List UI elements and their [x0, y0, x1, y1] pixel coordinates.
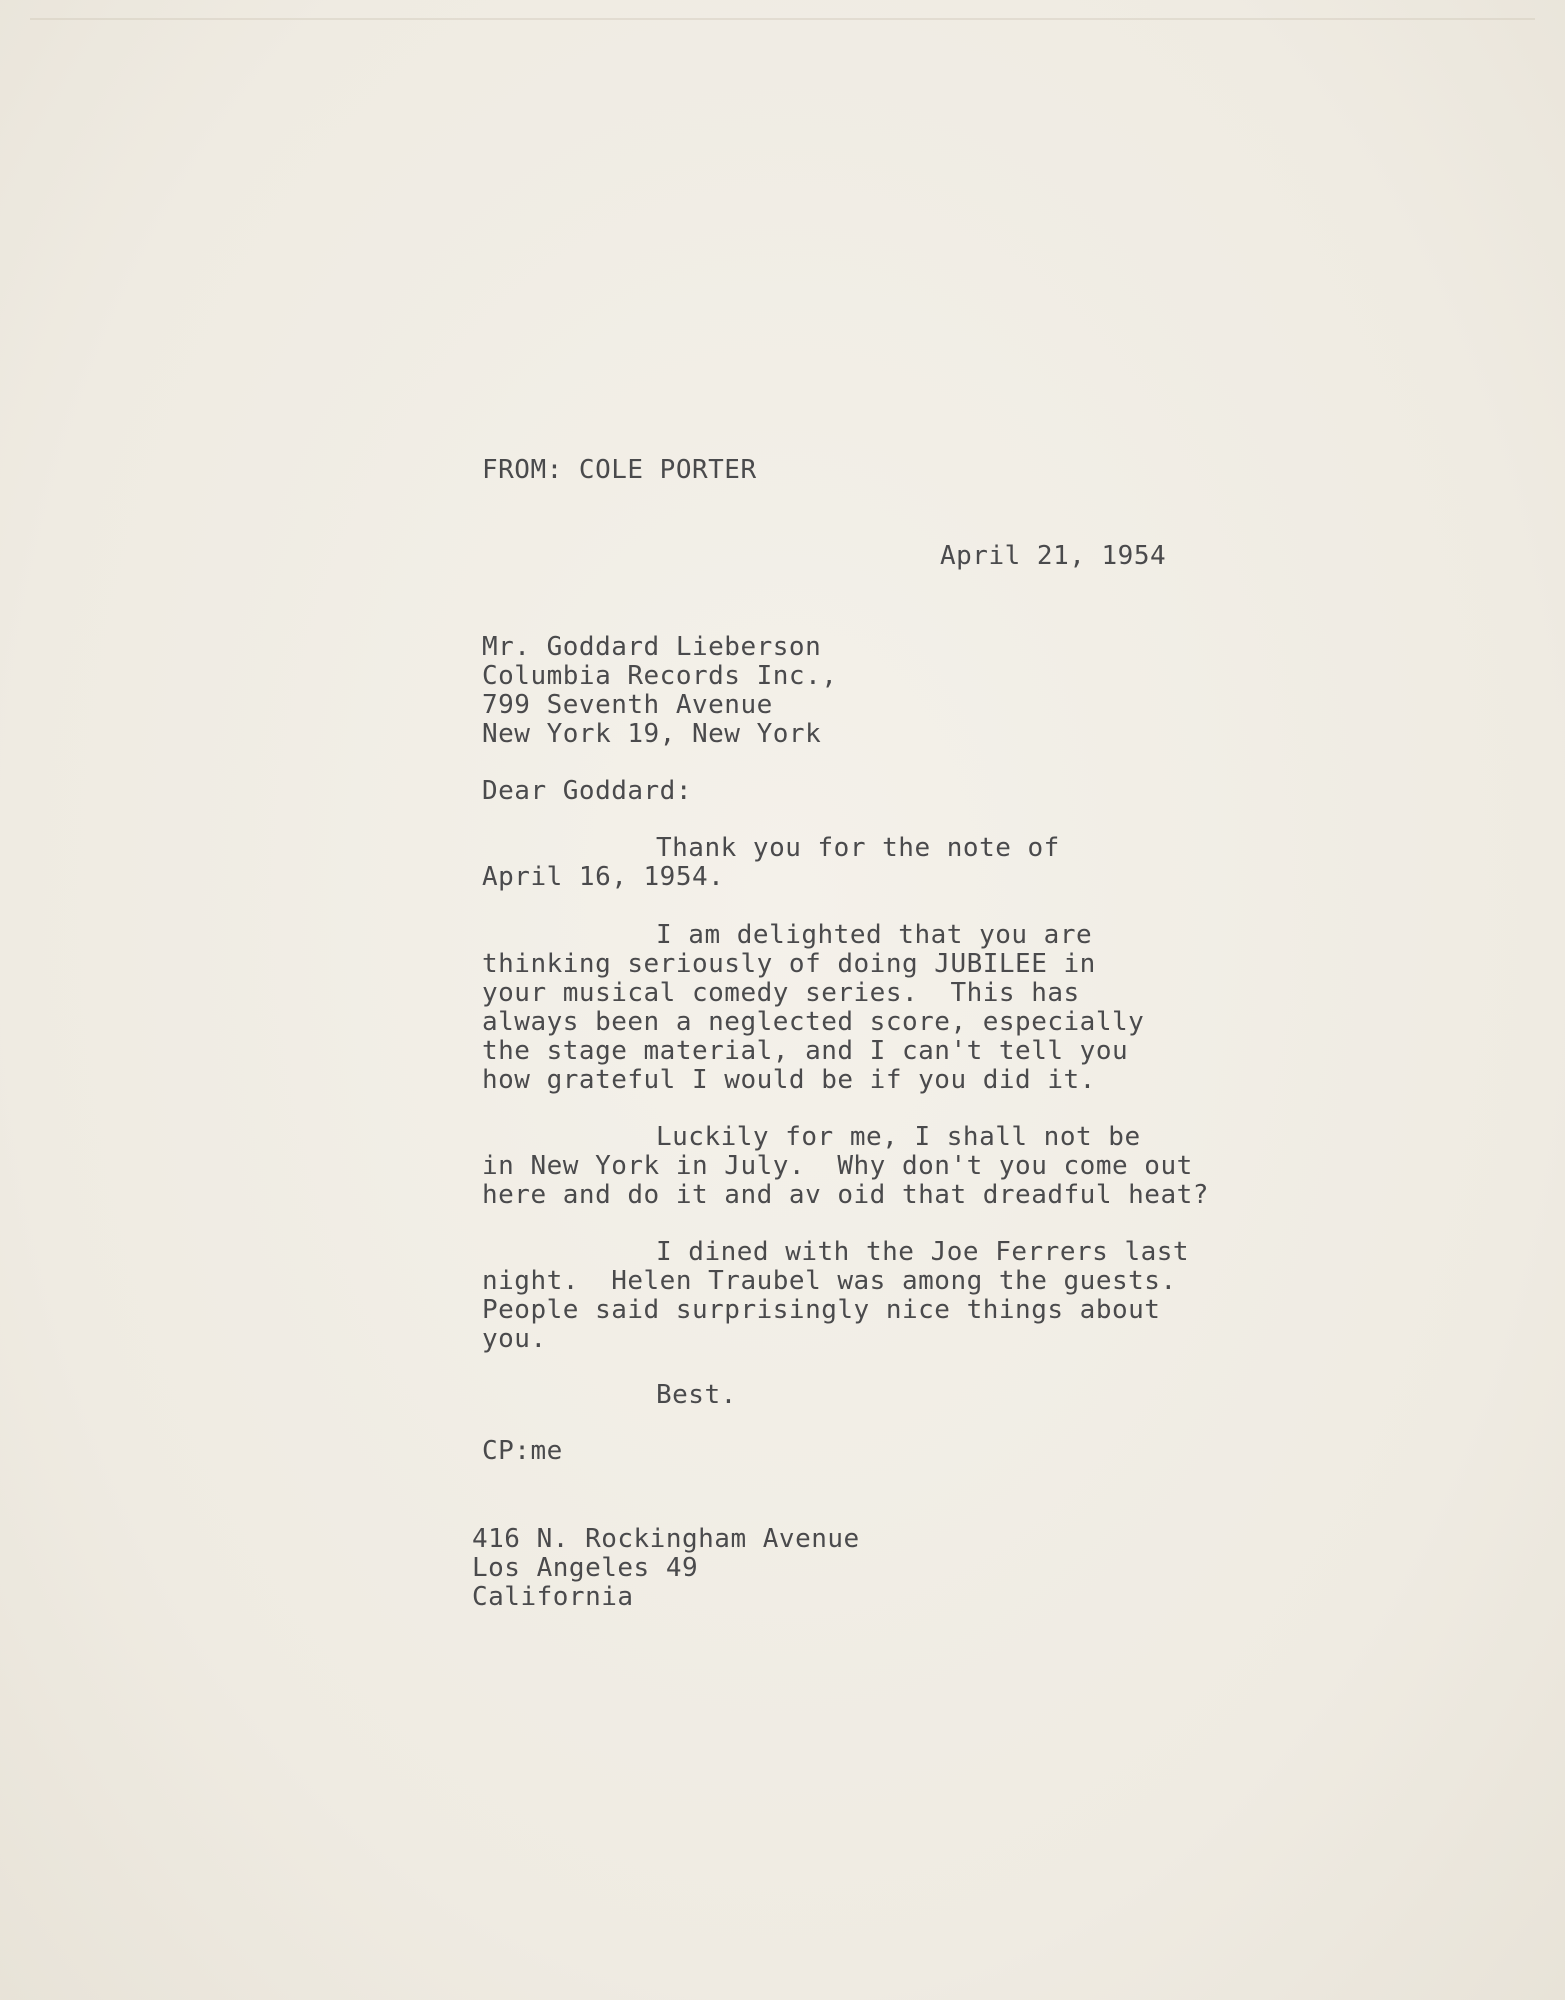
paragraph-3-line: Luckily for me, I shall not be — [656, 1122, 1141, 1152]
paragraph-2-line: I am delighted that you are — [656, 920, 1093, 950]
paragraph-2-line: always been a neglected score, especially — [482, 1007, 1145, 1037]
salutation: Dear Goddard: — [482, 776, 692, 806]
closing: Best. — [656, 1380, 737, 1410]
paragraph-4-line: night. Helen Traubel was among the guests. — [482, 1266, 1177, 1296]
paragraph-2-line: your musical comedy series. This has — [482, 978, 1080, 1008]
letter-date: April 21, 1954 — [940, 541, 1167, 571]
paragraph-1-line: April 16, 1954. — [482, 862, 725, 892]
sender-state: California — [472, 1582, 634, 1612]
paragraph-2-line: thinking seriously of doing JUBILEE in — [482, 949, 1096, 979]
paragraph-1-line: Thank you for the note of — [656, 833, 1060, 863]
paragraph-3-line: here and do it and av oid that dreadful heat? — [482, 1180, 1209, 1210]
recipient-street: 799 Seventh Avenue — [482, 690, 773, 720]
paragraph-2-line: how grateful I would be if you did it. — [482, 1065, 1096, 1095]
paragraph-2-line: the stage material, and I can't tell you — [482, 1036, 1129, 1066]
typist-initials: CP:me — [482, 1436, 563, 1466]
recipient-name: Mr. Goddard Lieberson — [482, 632, 822, 662]
recipient-city: New York 19, New York — [482, 719, 822, 749]
paragraph-3-line: in New York in July. Why don't you come out — [482, 1151, 1193, 1181]
paragraph-4-line: you. — [482, 1324, 547, 1354]
from-line: FROM: COLE PORTER — [482, 455, 757, 485]
sender-city: Los Angeles 49 — [472, 1553, 699, 1583]
recipient-company: Columbia Records Inc., — [482, 661, 838, 691]
sender-street: 416 N. Rockingham Avenue — [472, 1524, 860, 1554]
paragraph-4-line: I dined with the Joe Ferrers last — [656, 1237, 1190, 1267]
paragraph-4-line: People said surprisingly nice things about — [482, 1295, 1161, 1325]
